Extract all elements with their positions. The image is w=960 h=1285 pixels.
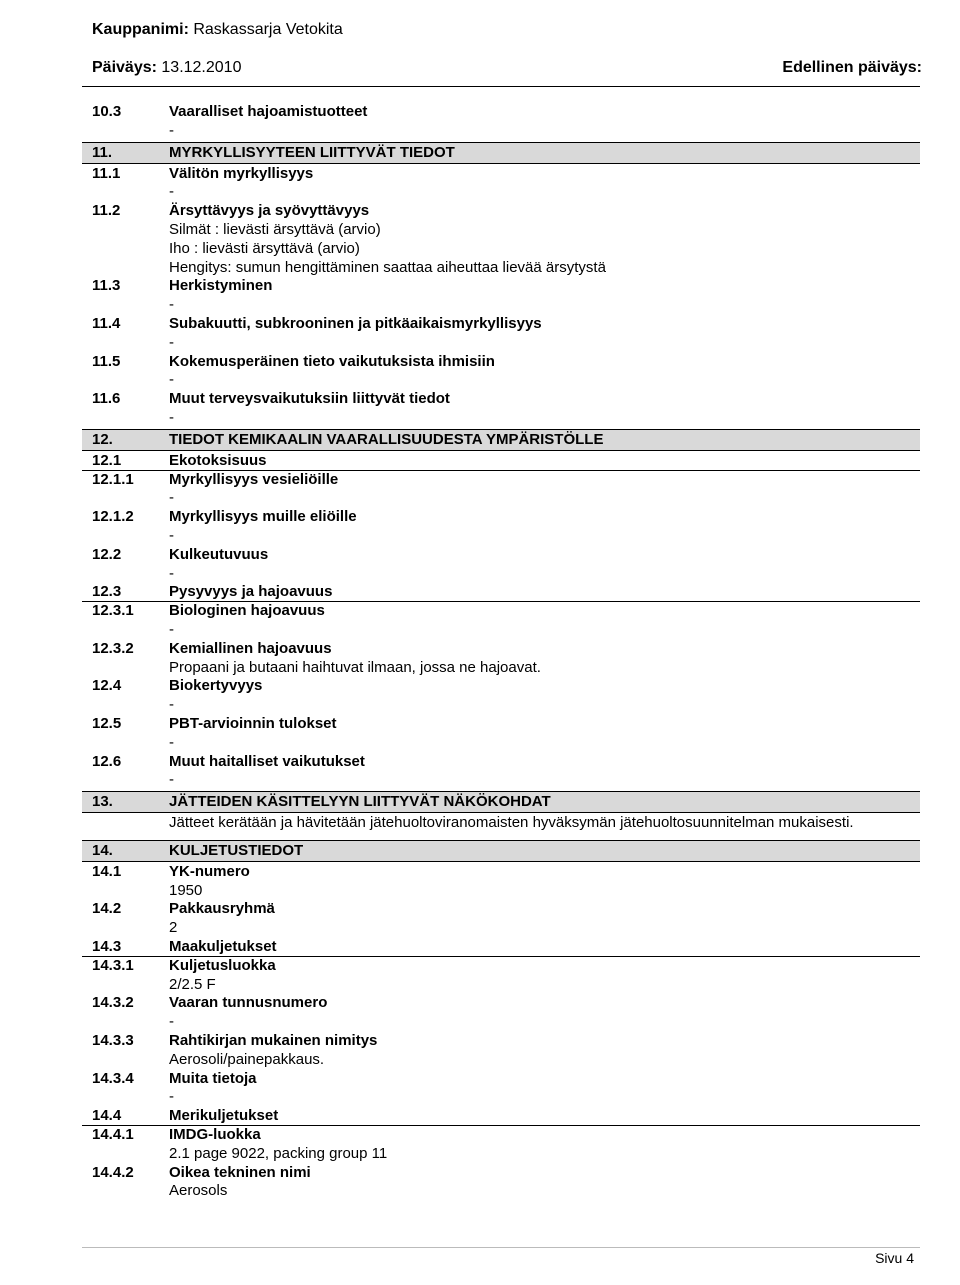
section-number: 11.6 xyxy=(92,390,121,408)
section-number: 14.1 xyxy=(92,862,122,880)
section-number: 12.5 xyxy=(92,714,122,732)
subsection-heading xyxy=(92,1032,920,1051)
section-number: 11. xyxy=(92,143,113,161)
header-divider xyxy=(82,86,920,87)
section-title: Muut terveysvaikutuksiin liittyvät tiedot xyxy=(169,390,450,408)
body-text: Aerosoli/painepakkaus. xyxy=(169,1050,325,1068)
body-text: Aerosols xyxy=(169,1182,228,1200)
subsection-heading xyxy=(82,452,920,471)
body-text: 1950 xyxy=(169,881,203,899)
subsection-heading xyxy=(92,202,920,221)
section-heading xyxy=(82,791,920,813)
subsection-heading xyxy=(92,103,920,122)
section-number: 14.4.2 xyxy=(92,1163,134,1181)
date-label: Päiväys: xyxy=(92,59,157,76)
section-number: 12.1.2 xyxy=(92,508,134,526)
body-text: Hengitys: sumun hengittäminen saattaa aiheuttaa lievää ärsytystä xyxy=(169,258,606,276)
section-number: 12.1.1 xyxy=(92,470,134,488)
section-number: 12.4 xyxy=(92,677,122,695)
previous-date-label: Edellinen päiväys: xyxy=(782,59,922,76)
body-text: Propaani ja butaani haihtuvat ilmaan, jossa ne hajoavat. xyxy=(169,658,541,676)
section-number: 12.3 xyxy=(92,583,122,601)
body-text: - xyxy=(169,526,174,544)
section-number: 12.1 xyxy=(92,451,122,469)
subsection-heading xyxy=(92,1164,920,1183)
subsection-heading xyxy=(92,508,920,527)
section-title: Välitön myrkyllisyys xyxy=(169,164,314,182)
section-heading xyxy=(82,142,920,164)
body-text: 2/2.5 F xyxy=(169,975,216,993)
body-text: - xyxy=(169,121,174,139)
subsection-heading xyxy=(82,938,920,957)
body-text: Iho : lievästi ärsyttävä (arvio) xyxy=(169,239,360,257)
body-text: - xyxy=(169,733,174,751)
section-title: JÄTTEIDEN KÄSITTELYYN LIITTYVÄT NÄKÖKOHDAT xyxy=(169,793,551,811)
body-text: - xyxy=(169,564,174,582)
subsection-heading xyxy=(92,863,920,882)
section-number: 14.3.2 xyxy=(92,994,134,1012)
section-title: PBT-arvioinnin tulokset xyxy=(169,714,337,732)
section-number: 14.2 xyxy=(92,900,122,918)
section-title: Muut haitalliset vaikutukset xyxy=(169,752,365,770)
body-text: - xyxy=(169,371,174,389)
section-number: 11.5 xyxy=(92,352,121,370)
section-title: Muita tietoja xyxy=(169,1069,257,1087)
section-title: Vaaran tunnusnumero xyxy=(169,994,328,1012)
section-number: 14.3.3 xyxy=(92,1032,134,1050)
section-number: 12. xyxy=(92,430,113,448)
section-title: Merikuljetukset xyxy=(169,1107,279,1125)
subsection-heading xyxy=(92,640,920,659)
body-text: - xyxy=(169,408,174,426)
section-title: Ärsyttävyys ja syövyttävyys xyxy=(169,202,370,220)
section-heading xyxy=(82,840,920,862)
section-number: 14.3.1 xyxy=(92,956,134,974)
section-title: TIEDOT KEMIKAALIN VAARALLISUUDESTA YMPÄRISTÖLLE xyxy=(169,430,604,448)
body-text: - xyxy=(169,620,174,638)
subsection-heading xyxy=(92,715,920,734)
subsection-heading xyxy=(92,753,920,772)
section-title: YK-numero xyxy=(169,862,250,880)
subsection-heading xyxy=(92,602,920,621)
section-title: Rahtikirjan mukainen nimitys xyxy=(169,1032,378,1050)
body-text: - xyxy=(169,183,174,201)
section-number: 12.3.1 xyxy=(92,602,134,620)
section-title: Herkistyminen xyxy=(169,277,273,295)
subsection-heading xyxy=(92,677,920,696)
subsection-heading xyxy=(92,390,920,409)
section-number: 12.2 xyxy=(92,545,122,563)
section-title: MYRKYLLISYYTEEN LIITTYVÄT TIEDOT xyxy=(169,143,455,161)
section-title: Pysyvyys ja hajoavuus xyxy=(169,583,333,601)
footer-divider xyxy=(82,1247,920,1248)
body-text: - xyxy=(169,1013,174,1031)
subsection-heading xyxy=(92,165,920,184)
page-number: Sivu 4 xyxy=(875,1250,914,1266)
subsection-heading xyxy=(92,315,920,334)
company-label: Kauppanimi: xyxy=(92,21,189,38)
spacer xyxy=(92,833,920,839)
section-title: Oikea tekninen nimi xyxy=(169,1163,311,1181)
section-number: 11.4 xyxy=(92,314,121,332)
section-title: KULJETUSTIEDOT xyxy=(169,841,304,859)
date-line xyxy=(92,58,922,78)
company-line xyxy=(92,20,343,40)
body-text: Silmät : lievästi ärsyttävä (arvio) xyxy=(169,220,381,238)
company-name: Raskassarja Vetokita xyxy=(193,21,343,38)
section-heading xyxy=(82,429,920,451)
section-title: IMDG-luokka xyxy=(169,1126,261,1144)
subsection-heading xyxy=(92,353,920,372)
subsection-heading xyxy=(82,583,920,602)
body-text: Jätteet kerätään ja hävitetään jätehuoltoviranomaisten hyväksymän jätehuoltosuunnitelman mukaisesti. xyxy=(169,814,854,832)
section-number: 14.4.1 xyxy=(92,1126,134,1144)
section-title: Kuljetusluokka xyxy=(169,956,276,974)
body-text: - xyxy=(169,296,174,314)
date-value: 13.12.2010 xyxy=(161,59,242,76)
section-title: Ekotoksisuus xyxy=(169,451,267,469)
section-number: 12.3.2 xyxy=(92,639,134,657)
subsection-heading xyxy=(92,471,920,490)
subsection-heading xyxy=(92,900,920,919)
section-title: Pakkausryhmä xyxy=(169,900,275,918)
subsection-heading xyxy=(92,1070,920,1089)
section-title: Myrkyllisyys vesieliöille xyxy=(169,470,339,488)
subsection-heading xyxy=(92,546,920,565)
section-number: 14.4 xyxy=(92,1107,122,1125)
section-title: Subakuutti, subkrooninen ja pitkäaikaismyrkyllisyys xyxy=(169,314,542,332)
body-text: 2 xyxy=(169,919,178,937)
subsection-heading xyxy=(82,1107,920,1126)
subsection-heading xyxy=(92,1126,920,1145)
body-text: - xyxy=(169,489,174,507)
section-title: Myrkyllisyys muille eliöille xyxy=(169,508,357,526)
section-number: 14.3 xyxy=(92,938,122,956)
subsection-heading xyxy=(92,994,920,1013)
document-body xyxy=(92,103,920,1201)
section-title: Maakuljetukset xyxy=(169,938,277,956)
subsection-heading xyxy=(92,957,920,976)
section-number: 14. xyxy=(92,841,113,859)
body-text: - xyxy=(169,333,174,351)
section-title: Vaaralliset hajoamistuotteet xyxy=(169,103,368,120)
body-text: - xyxy=(169,771,174,789)
section-number: 11.3 xyxy=(92,277,121,295)
subsection-heading xyxy=(92,277,920,296)
body-text: - xyxy=(169,696,174,714)
section-title: Biologinen hajoavuus xyxy=(169,602,325,620)
section-title: Kemiallinen hajoavuus xyxy=(169,639,332,657)
section-number: 11.1 xyxy=(92,164,121,182)
section-title: Biokertyvyys xyxy=(169,677,263,695)
section-number: 11.2 xyxy=(92,202,121,220)
section-number: 13. xyxy=(92,793,113,811)
section-number: 10.3 xyxy=(92,103,122,120)
section-title: Kokemusperäinen tieto vaikutuksista ihmisiin xyxy=(169,352,495,370)
body-text: 2.1 page 9022, packing group 11 xyxy=(169,1144,388,1162)
section-number: 12.6 xyxy=(92,752,122,770)
body-text: - xyxy=(169,1088,174,1106)
section-number: 14.3.4 xyxy=(92,1069,134,1087)
section-title: Kulkeutuvuus xyxy=(169,545,269,563)
